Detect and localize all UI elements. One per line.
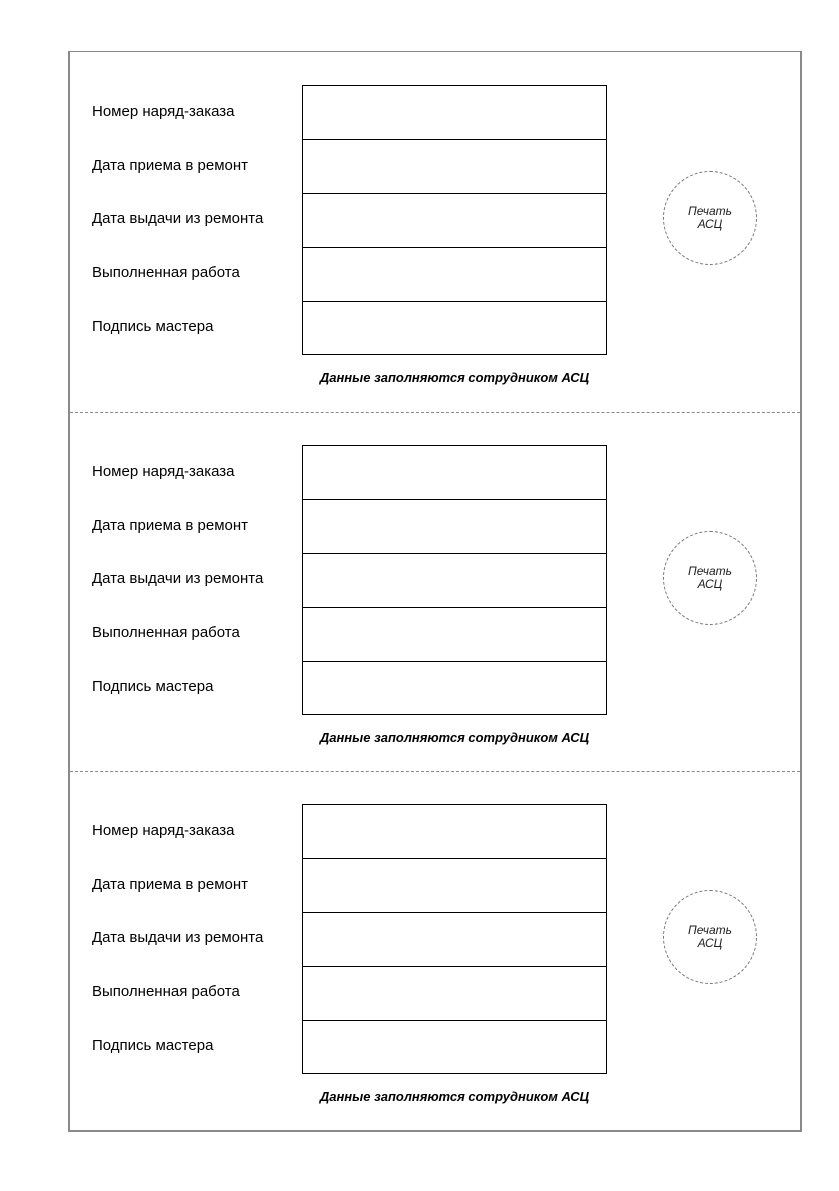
fields-table [302, 804, 607, 1074]
field-label-master-signature: Подпись мастера [92, 678, 214, 695]
field-box-divider [303, 661, 606, 662]
field-label-master-signature: Подпись мастера [92, 318, 214, 335]
stamp-placeholder [663, 171, 757, 265]
field-label-work-done: Выполненная работа [92, 264, 240, 281]
stamp-placeholder [663, 531, 757, 625]
warranty-coupon-sheet [68, 51, 802, 1132]
repair-coupon-2 [70, 412, 800, 772]
field-box-divider [303, 1020, 606, 1021]
field-label-order-number: Номер наряд-заказа [92, 463, 235, 480]
repair-coupon-1 [70, 52, 800, 412]
stamp-text-line1: Печать [688, 923, 732, 937]
field-box-divider [303, 858, 606, 859]
stamp-text-line2: АСЦ [697, 217, 723, 231]
repair-coupon-3 [70, 771, 800, 1131]
fields-table [302, 85, 607, 355]
field-box-divider [303, 247, 606, 248]
field-label-accept-date: Дата приема в ремонт [92, 157, 249, 174]
field-box-divider [303, 553, 606, 554]
fill-note: Данные заполняются сотрудником АСЦ [319, 1089, 590, 1104]
field-label-order-number: Номер наряд-заказа [92, 103, 235, 120]
field-box-divider [303, 966, 606, 967]
fill-note: Данные заполняются сотрудником АСЦ [319, 730, 590, 745]
field-label-issue-date: Дата выдачи из ремонта [92, 210, 264, 227]
stamp-text-line1: Печать [688, 204, 732, 218]
stamp-text-line1: Печать [688, 564, 732, 578]
field-box-divider [303, 912, 606, 913]
fields-table [302, 445, 607, 715]
field-label-work-done: Выполненная работа [92, 983, 240, 1000]
field-label-work-done: Выполненная работа [92, 624, 240, 641]
stamp-text-line2: АСЦ [697, 577, 723, 591]
field-box-divider [303, 193, 606, 194]
stamp-placeholder [663, 890, 757, 984]
field-label-master-signature: Подпись мастера [92, 1037, 214, 1054]
field-label-accept-date: Дата приема в ремонт [92, 517, 249, 534]
field-box-divider [303, 301, 606, 302]
field-box-divider [303, 607, 606, 608]
field-label-order-number: Номер наряд-заказа [92, 822, 235, 839]
fill-note: Данные заполняются сотрудником АСЦ [319, 370, 590, 385]
field-box-divider [303, 139, 606, 140]
field-box-divider [303, 499, 606, 500]
field-label-issue-date: Дата выдачи из ремонта [92, 929, 264, 946]
field-label-issue-date: Дата выдачи из ремонта [92, 570, 264, 587]
field-label-accept-date: Дата приема в ремонт [92, 876, 249, 893]
stamp-text-line2: АСЦ [697, 936, 723, 950]
